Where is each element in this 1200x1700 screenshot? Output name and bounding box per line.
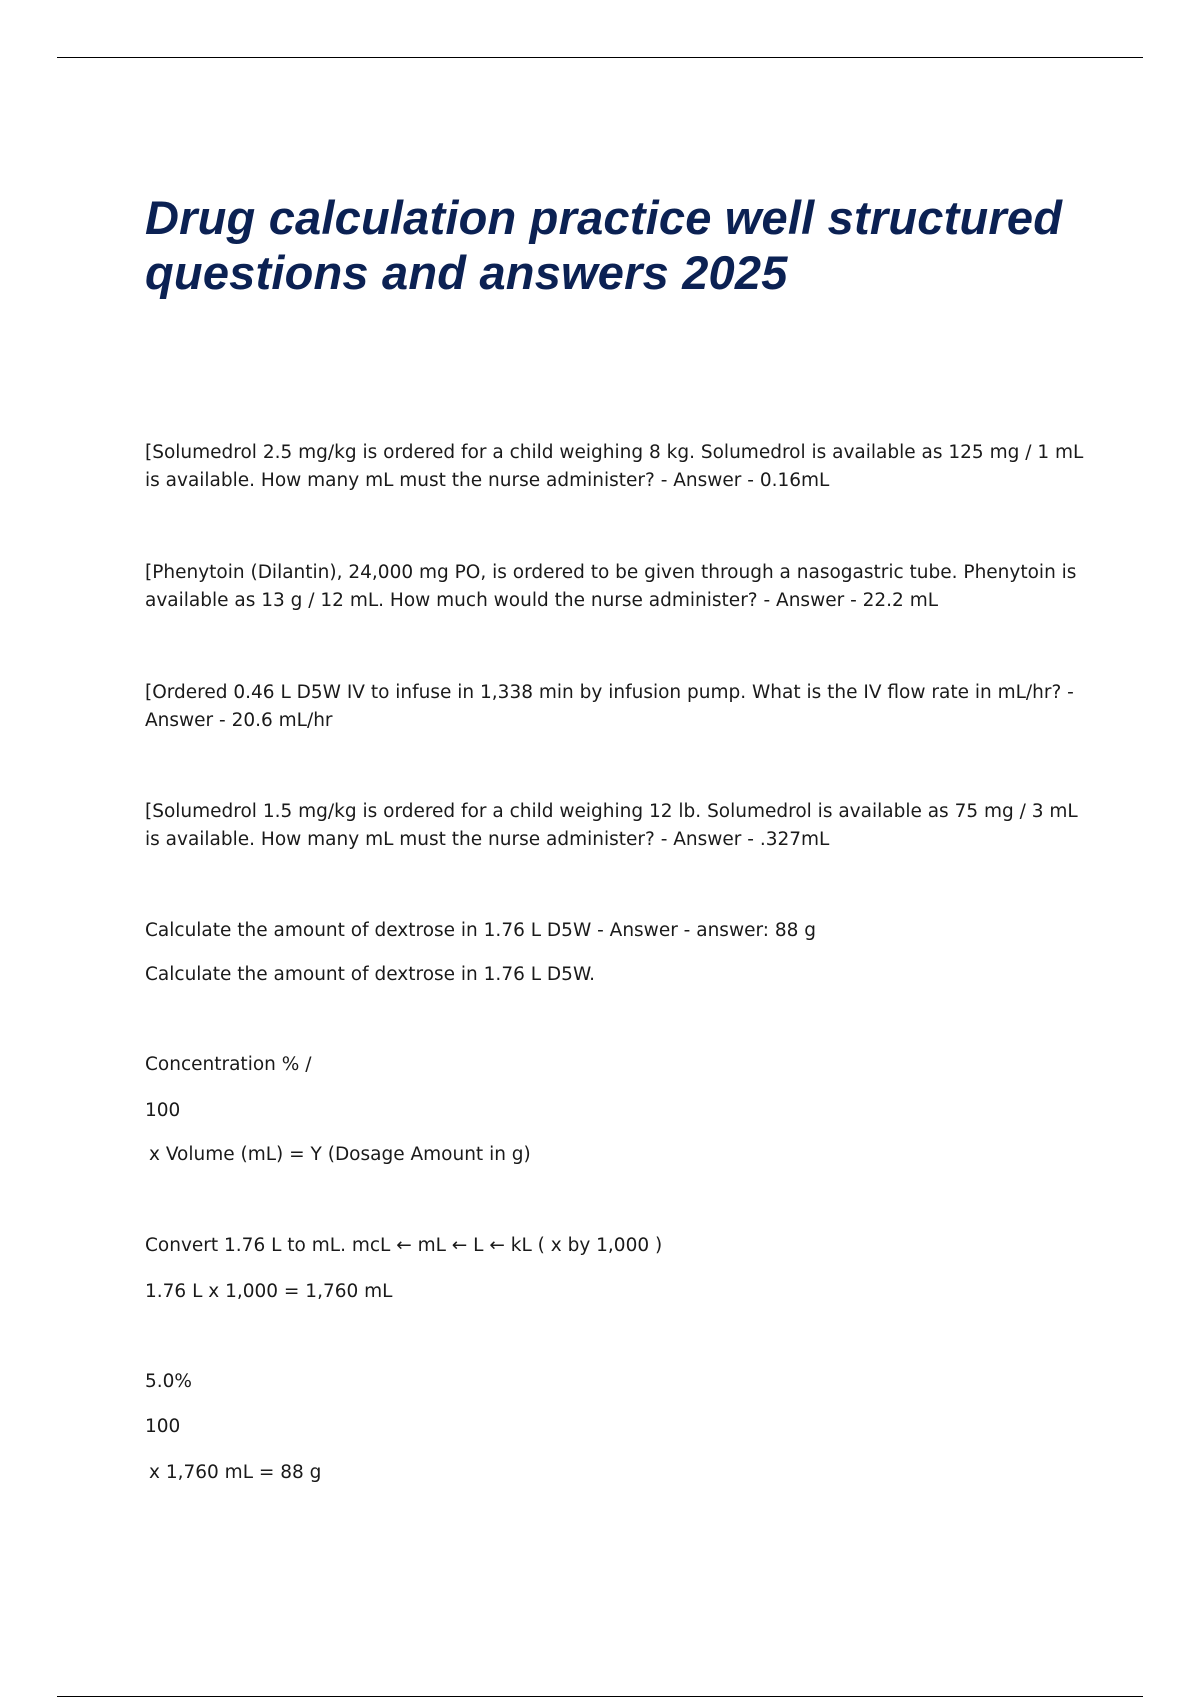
convert-step: Convert 1.76 L to mL. mcL ← mL ← L ← kL ( x by 1,000 ) (145, 1235, 663, 1256)
qa-item-4: [Solumedrol 1.5 mg/kg is ordered for a child weighing 12 lb. Solumedrol is available as 75 mg / 3 mL is available. How many mL must the nurse administer? - Answer - .327mL (145, 801, 1078, 850)
formula-numerator: Concentration % / (145, 1054, 312, 1075)
formula-denominator: 100 (145, 1100, 181, 1121)
calc-denominator: 100 (145, 1416, 181, 1437)
document-title: Drug calculation practice well structured questions and answers 2025 (145, 191, 1063, 299)
header-rule (57, 57, 1143, 58)
formula-rest: x Volume (mL) = Y (Dosage Amount in g) (149, 1144, 531, 1165)
qa-item-2: [Phenytoin (Dilantin), 24,000 mg PO, is ordered to be given through a nasogastric tube. Phenytoin is available as 13 g / 12 mL. How much would the nurse administer? - Answer - 22.2 mL (145, 562, 1077, 611)
document-page (145, 190, 1095, 1483)
qa-item-3: [Ordered 0.46 L D5W IV to infuse in 1,338 min by infusion pump. What is the IV flow rate in mL/hr? - Answer - 20.6 mL/hr (145, 682, 1074, 731)
dextrose-question-answer: Calculate the amount of dextrose in 1.76 L D5W - Answer - answer: 88 g (145, 920, 817, 941)
calc-numerator: 5.0% (145, 1371, 192, 1392)
dextrose-question-repeat: Calculate the amount of dextrose in 1.76 L D5W. (145, 964, 595, 985)
calc-result: x 1,760 mL = 88 g (149, 1462, 322, 1483)
convert-result: 1.76 L x 1,000 = 1,760 mL (145, 1281, 393, 1302)
footer-rule (57, 1696, 1143, 1697)
qa-item-1: [Solumedrol 2.5 mg/kg is ordered for a child weighing 8 kg. Solumedrol is available as 125 mg / 1 mL is available. How many mL must the nurse administer? - Answer - 0.16mL (145, 442, 1084, 491)
